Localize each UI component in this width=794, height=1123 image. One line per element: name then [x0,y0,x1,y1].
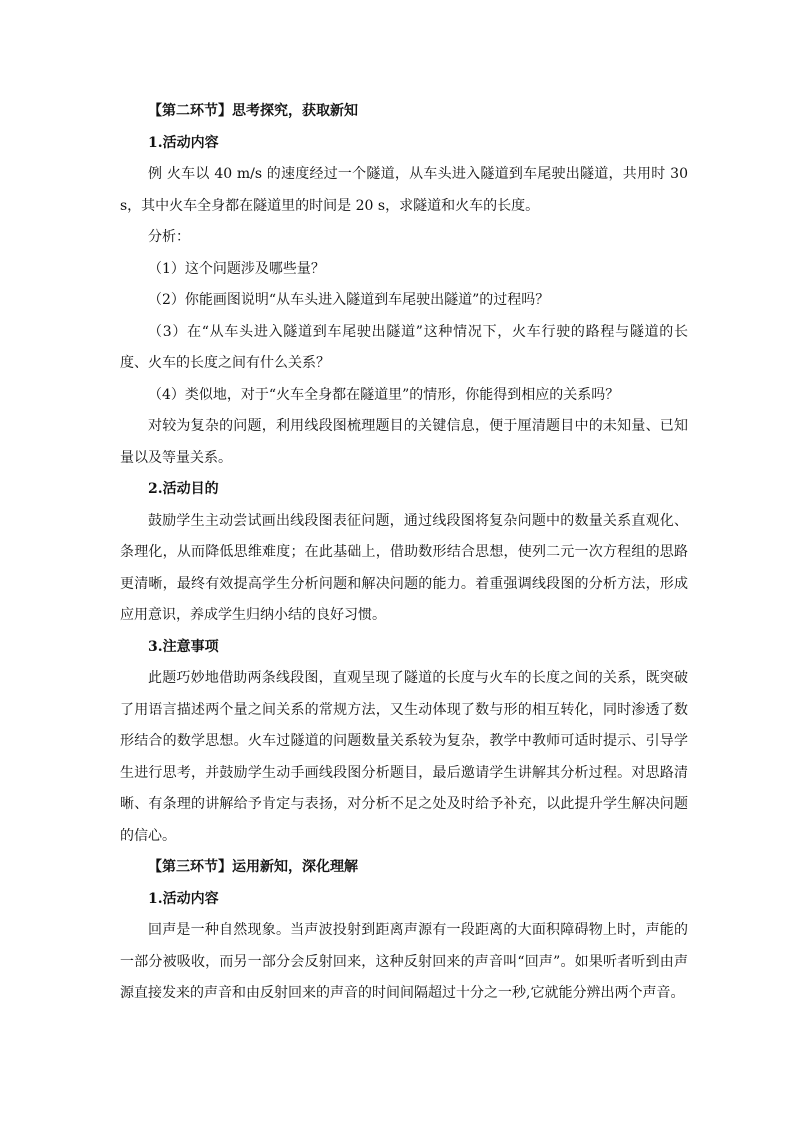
echo-text: 回声是一种自然现象。当声波投射到距离声源有一段距离的大面积障碍物上时，声能的一部分被吸收，而另一部分会反射回来，这种反射回来的声音叫“回声”。如果听者听到由声源直接发来的声音和由反射回来的声音的时间间隔超过十分之一秒,它就能分辨出两个声音。 [120,922,688,1001]
section2-activity-content-heading: 1.活动内容 [148,134,219,151]
section2-activity-purpose-heading: 2.活动目的 [148,481,219,497]
section3-activity-content-heading: 1.活动内容 [148,890,219,907]
activity-purpose-text: 鼓励学生主动尝试画出线段图表征问题，通过线段图将复杂问题中的数量关系直观化、条理化，从而降低思维难度；在此基础上，借助数形结合思想，使列二元一次方程组的思路更清晰，最终有效提高学生分析问题和解决问题的能力。着重强调线段图的分析方法，形成应用意识，养成学生归纳小结的良好习惯。 [120,512,688,623]
section2-title: 【第二环节】思考探究，获取新知 [148,103,358,119]
example-problem: 例 火车以 40 m/s 的速度经过一个隧道，从车头进入隧道到车尾驶出隧道，共用时 30 s，其中火车全身都在隧道里的时间是 20 s，求隧道和火车的长度。 [120,166,688,214]
section3-title: 【第三环节】运用新知，深化理解 [148,859,358,875]
document-body [120,96,688,1010]
analysis-label: 分析： [148,229,190,245]
notes-text: 此题巧妙地借助两条线段图，直观呈现了隧道的长度与火车的长度之间的关系，既突破了用语言描述两个量之间关系的常规方法，又生动体现了数与形的相互转化，同时渗透了数形结合的数学思想。火车过隧道的问题数量关系较为复杂，教学中教师可适时提示、引导学生进行思考，并鼓励学生动手画线段图分析题目，最后邀请学生讲解其分析过程。对思路清晰、有条理的讲解给予肯定与表扬，对分析不足之处及时给予补充，以此提升学生解决问题的信心。 [120,670,688,844]
question-2: （2）你能画图说明“从车头进入隧道到车尾驶出隧道”的过程吗？ [148,292,550,308]
question-3: （3）在“从车头进入隧道到车尾驶出隧道”这种情况下，火车行驶的路程与隧道的长度、火车的长度之间有什么关系？ [120,323,688,371]
question-1: （1）这个问题涉及哪些量？ [148,260,325,277]
analysis-summary: 对较为复杂的问题，利用线段图梳理题目的关键信息，便于厘清题目中的未知量、已知量以及等量关系。 [120,418,688,466]
question-4: （4）类似地，对于“火车全身都在隧道里”的情形，你能得到相应的关系吗？ [148,386,620,403]
section2-notes-heading: 3.注意事项 [148,638,219,655]
